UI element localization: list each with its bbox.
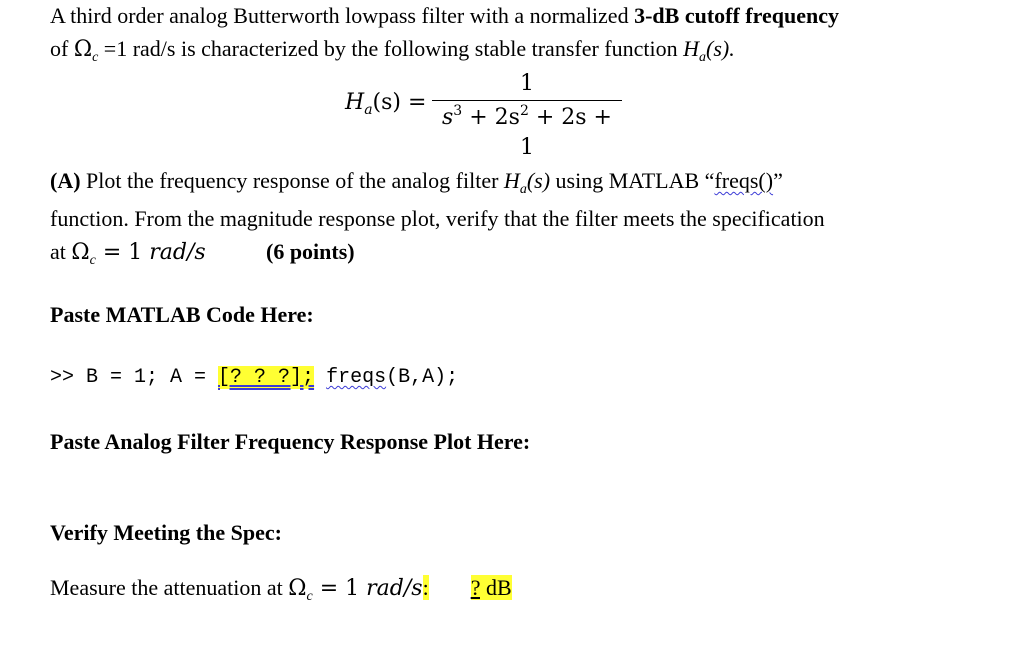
intro-text-of: of <box>50 36 74 61</box>
intro-text-2: =1 rad/s is characterized by the following stable transfer function <box>98 36 684 61</box>
verify-line <box>50 575 512 605</box>
partA-eq: = 1 <box>95 240 150 265</box>
verify-eq: = 1 <box>312 576 367 601</box>
eq-denominator <box>432 104 622 162</box>
partA-line-3 <box>50 239 206 269</box>
code-freqs: freqs <box>326 366 387 389</box>
intro-text: A third order analog Butterworth lowpass filter with a normalized <box>50 3 635 28</box>
partA-at: at <box>50 239 72 264</box>
omega-subscript: c <box>92 50 99 65</box>
eq-H: H <box>345 90 365 115</box>
eq-H-sub: a <box>364 102 373 118</box>
eq-den-pow2: 2 <box>519 103 529 119</box>
verify-omega-sub: c <box>306 589 313 604</box>
equation-lhs <box>345 90 426 118</box>
transfer-s: (s). <box>706 36 735 61</box>
code-prompt: >> B = 1; A = <box>50 366 219 389</box>
partA-quote-close: ” <box>773 168 783 193</box>
eq-den-mid: + 2s <box>462 105 520 130</box>
eq-lhs-rest: (s) = <box>372 90 427 115</box>
plot-heading: Paste Analog Filter Frequency Response Plot Here: <box>50 429 531 454</box>
omega-symbol: Ω <box>73 37 93 62</box>
partA-omega-sub: c <box>89 253 96 268</box>
equation-fraction <box>432 70 622 162</box>
eq-den-pow3: 3 <box>453 103 463 119</box>
code-line <box>50 365 458 391</box>
transfer-H-subscript: a <box>699 50 707 65</box>
partA-text-2: using MATLAB “ <box>550 168 715 193</box>
transfer-H: H <box>683 36 700 61</box>
partA-text-1: Plot the frequency response of the analog filter <box>80 168 504 193</box>
code-args: (B,A); <box>386 366 459 389</box>
partA-unit: rad/s <box>149 240 206 265</box>
verify-omega: Ω <box>288 576 307 601</box>
verify-colon: : <box>422 575 429 600</box>
verify-unit: rad/s <box>366 576 423 601</box>
attenuation-blank[interactable]: ? <box>470 575 481 600</box>
coefficient-blank[interactable]: [? ? ?]; <box>218 366 315 389</box>
partA-omega: Ω <box>71 240 90 265</box>
partA-line-1 <box>50 168 783 198</box>
partA-H: H <box>503 168 520 193</box>
partA-freqs: freqs() <box>714 168 774 193</box>
intro-line-2 <box>50 36 735 66</box>
eq-den-s: s <box>442 105 454 130</box>
intro-cutoff-bold: 3-dB cutoff frequency <box>634 3 839 28</box>
verify-text: Measure the attenuation at <box>50 575 289 600</box>
intro-line-1 <box>50 3 839 29</box>
verify-heading: Verify Meeting the Spec: <box>50 520 282 545</box>
fraction-bar <box>432 100 622 101</box>
partA-s: (s) <box>526 168 551 193</box>
eq-numerator: 1 <box>520 71 534 96</box>
partA-points: (6 points) <box>266 239 355 264</box>
partA-label: (A) <box>50 168 81 193</box>
verify-db: dB <box>480 575 512 600</box>
partA-H-sub: a <box>519 182 527 197</box>
code-heading: Paste MATLAB Code Here: <box>50 302 314 327</box>
eq-den-end: + 2s + 1 <box>520 105 612 160</box>
partA-line-2: function. From the magnitude response plot, verify that the filter meets the specification <box>50 206 825 231</box>
